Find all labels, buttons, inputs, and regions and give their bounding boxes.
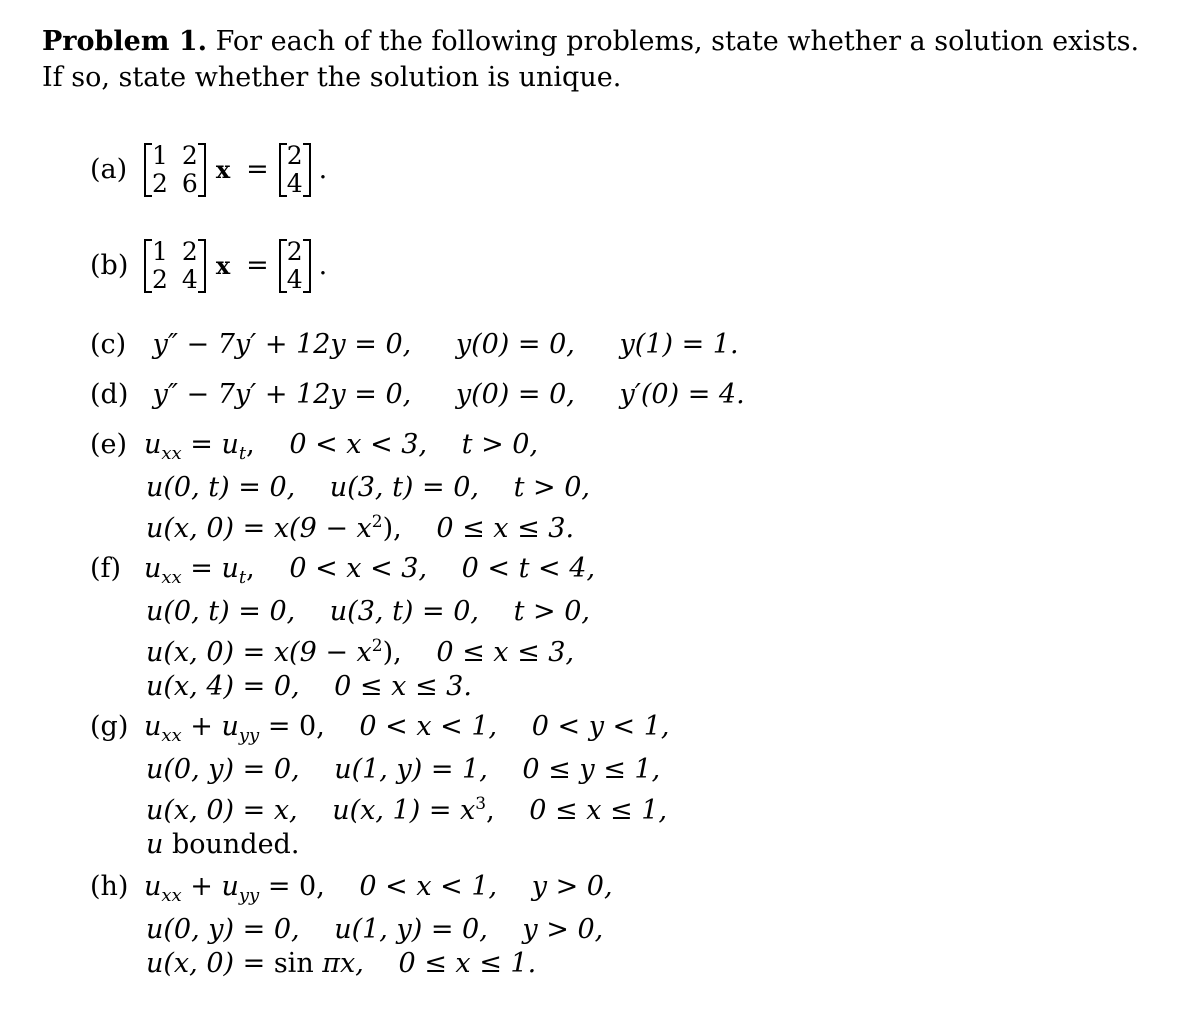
boundary-condition: u(0, y) = 0, [146,914,300,945]
item-label: (b) [90,250,129,281]
matrix-entry: 2 [152,265,168,294]
item-label: (h) [90,871,129,902]
vector-entry: 4 [286,169,303,198]
initial-line [90,505,590,546]
initial-line [90,629,595,670]
domain-condition: 0 < y < 1, [531,711,670,742]
boundary-line [90,787,670,828]
initial-condition: y(0) = 0, [455,379,575,410]
boundary-condition: u(0, t) = 0, [146,472,296,503]
problem-label: Problem 1. [42,26,208,57]
boundary-line [90,471,590,505]
boundary-line [90,595,595,629]
matrix-entry: 4 [181,265,198,294]
equals-sign: = [246,250,269,281]
item-label: (a) [90,154,128,185]
boundary-condition: u(0, t) = 0, [146,596,296,627]
boundary-condition: u(1, y) = 1, [334,754,488,785]
math-text: , [246,429,255,460]
domain-condition: 0 ≤ x ≤ 1. [398,948,537,979]
math-text: u [144,871,162,902]
subscript: xx [161,725,182,746]
pde-line [90,428,590,471]
rhs-vector [279,142,311,198]
vector-entry: 2 [286,237,303,266]
domain-condition: y > 0, [531,871,613,902]
item-f [90,552,595,704]
matrix-entry: 1 [152,237,168,266]
item-label: (d) [90,379,129,410]
domain-condition: 0 < x < 1, [359,711,498,742]
initial-line [90,947,613,981]
ode-equation: y″ − 7y′ + 12y = 0, [152,379,412,410]
vector-entry: 4 [286,265,303,294]
boundary-condition: u(0, y) = 0, [146,754,300,785]
math-text: u [144,429,162,460]
boundary-line [90,913,613,947]
vector-x: x [215,155,231,184]
math-text: , [486,795,495,826]
problem-statement [42,24,1152,96]
final-condition: u(x, 4) = 0, [146,671,300,702]
vector-x: x [215,251,231,280]
initial-condition: y′(0) = 4. [619,379,745,410]
final-line [90,670,595,704]
math-text: + u [181,711,239,742]
pde-line [90,870,613,913]
domain-condition: 0 ≤ x ≤ 1, [529,795,668,826]
boundary-condition: u(3, t) = 0, [329,472,479,503]
math-text: u [144,711,162,742]
boundary-condition: u(x, 1) = x [332,795,476,826]
coefficient-matrix [144,238,206,294]
item-label: (c) [90,329,127,360]
math-text: u [144,553,162,584]
sin-function: sin [273,948,314,979]
domain-condition: 0 < x < 1, [359,871,498,902]
domain-condition: 0 ≤ x ≤ 3. [334,671,472,702]
boundary-condition: u(1, y) = 0, [334,914,488,945]
period: . [318,154,328,185]
subscript: t [238,443,247,464]
bounded-text: bounded. [163,829,300,860]
boundary-condition: y(1) = 1. [619,329,739,360]
initial-condition: u(x, 0) = [146,948,274,979]
item-d [90,378,745,412]
item-h [90,870,613,981]
math-text: = u [181,553,239,584]
domain-condition: t > 0, [513,472,590,503]
math-text: ), [382,513,402,544]
ode-equation: y″ − 7y′ + 12y = 0, [152,329,412,360]
bounded-line [90,828,670,862]
item-g [90,710,670,862]
math-text: u [146,829,164,860]
problem-text: For each of the following problems, state whether a solution exists. If so, state whether the solution is unique. [42,26,1140,93]
domain-condition: 0 ≤ y ≤ 1, [522,754,661,785]
vector-entry: 2 [286,141,303,170]
domain-condition: 0 ≤ x ≤ 3, [436,637,575,668]
math-text: = 0, [259,711,325,742]
initial-condition: u(x, 0) = x(9 − x [146,637,372,668]
pde-line [90,552,595,595]
item-e [90,428,590,546]
subscript: t [238,567,247,588]
item-b [90,238,327,294]
domain-condition: y > 0, [522,914,604,945]
boundary-condition: y(0) = 0, [455,329,575,360]
item-label: (e) [90,429,128,460]
period: . [318,250,328,281]
coefficient-matrix [144,142,206,198]
boundary-condition: u(3, t) = 0, [329,596,479,627]
math-text: , [246,553,255,584]
domain-condition: t > 0, [513,596,590,627]
item-a [90,142,327,198]
matrix-entry: 2 [181,141,198,170]
rhs-vector [279,238,311,294]
item-label: (g) [90,711,129,742]
pde-line [90,710,670,753]
matrix-entry: 1 [152,141,168,170]
domain-condition: 0 < x < 3, [289,429,428,460]
equals-sign: = [246,154,269,185]
subscript: xx [161,443,182,464]
matrix-entry: 6 [181,169,198,198]
item-c [90,328,739,362]
math-text: πx, [313,948,364,979]
item-label: (f) [90,553,122,584]
domain-condition: t > 0, [461,429,539,460]
superscript: 2 [371,636,383,656]
boundary-line [90,753,670,787]
domain-condition: 0 < t < 4, [461,553,596,584]
matrix-entry: 2 [152,169,168,198]
math-text: = u [181,429,239,460]
subscript: xx [161,885,182,906]
matrix-entry: 2 [181,237,198,266]
subscript: yy [238,885,260,906]
domain-condition: 0 ≤ x ≤ 3. [436,513,575,544]
superscript: 3 [475,794,487,814]
math-text: + u [181,871,239,902]
subscript: yy [238,725,260,746]
superscript: 2 [371,512,383,532]
boundary-condition: u(x, 0) = x, [146,795,298,826]
domain-condition: 0 < x < 3, [289,553,428,584]
subscript: xx [161,567,182,588]
math-text: = 0, [259,871,325,902]
initial-condition: u(x, 0) = x(9 − x [146,513,372,544]
math-text: ), [382,637,402,668]
